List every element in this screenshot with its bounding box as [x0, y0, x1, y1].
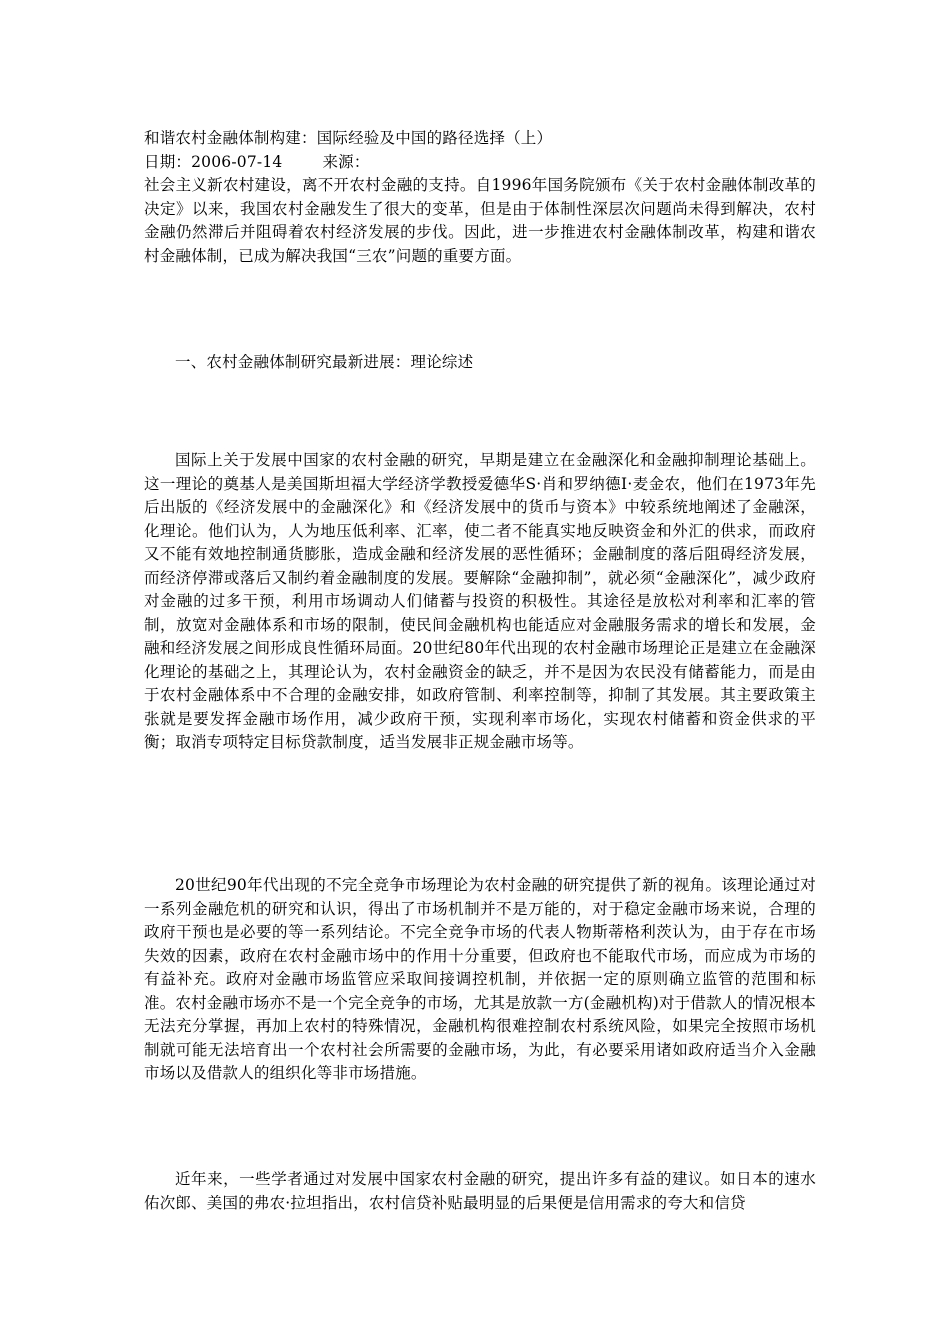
intro-paragraph: 社会主义新农村建设，离不开农村金融的支持。自1996年国务院颁布《关于农村金融体制改革的决定》以来，我国农村金融发生了很大的变革，但是由于体制性深层次问题尚未得到解决，农村金融仍然滞后并阻碍着农村经济发展的步伐。因此，进一步推进农村金融体制改革，构建和谐农村金融体制，已成为解决我国“三农”问题的重要方面。 [144, 176, 816, 265]
body-paragraph-1: 国际上关于发展中国家的农村金融的研究，早期是建立在金融深化和金融抑制理论基础上。这一理论的奠基人是美国斯坦福大学经济学教授爱德华S·肖和罗纳德I·麦金农，他们在1973年先后出版的《经济发展中的金融深化》和《经济发展中的货币与资本》中较系统地阐述了金融深，化理论。他们认为，人为地压低利率、汇率，使二者不能真实地反映资金和外汇的供求，而政府又不能有效地控制通货膨胀，造成金融和经济发展的恶性循环；金融制度的落后阻碍经济发展，而经济停滞或落后又制约着金融制度的发展。要解除“金融抑制”，就必须“金融深化”，减少政府对金融的过多干预，利用市场调动人们储蓄与投资的积极性。其途径是放松对利率和汇率的管制，放宽对金融体系和市场的限制，使民间金融机构也能适应对金融服务需求的增长和发展，金融和经济发展之间形成良性循环局面。20世纪80年代出现的农村金融市场理论正是建立在金融深化理论的基础之上，其理论认为，农村金融资金的缺乏，并不是因为农民没有储蓄能力，而是由于农村金融体系中不合理的金融安排，如政府管制、利率控制等，抑制了其发展。其主要政策主张就是要发挥金融市场作用，减少政府干预，实现利率市场化，实现农村储蓄和资金供求的平衡；取消专项特定目标贷款制度，适当发展非正规金融市场等。 [144, 451, 816, 751]
document-title: 和谐农村金融体制构建：国际经验及中国的路径选择（上） [144, 129, 553, 147]
source-label: 来源： [322, 153, 370, 171]
body-paragraph-3: 近年来，一些学者通过对发展中国家农村金融的研究，提出许多有益的建议。如日本的速水佑次郎、美国的弗农·拉坦指出，农村信贷补贴最明显的后果便是信用需求的夸大和信贷 [144, 1170, 816, 1212]
document-meta [144, 151, 816, 175]
date-value: 2006-07-14 [191, 153, 283, 171]
section-heading: 一、农村金融体制研究最新进展：理论综述 [175, 353, 474, 371]
body-paragraph-2: 20世纪90年代出现的不完全竞争市场理论为农村金融的研究提供了新的视角。该理论通过对一系列金融危机的研究和认识，得出了市场机制并不是万能的，对于稳定金融市场来说，合理的政府干预也是必要的等一系列结论。不完全竞争市场的代表人物斯蒂格利茨认为，由于存在市场失效的因素，政府在农村金融市场中的作用十分重要，但政府也不能取代市场，而应成为市场的有益补充。政府对金融市场监管应采取间接调控机制，并依据一定的原则确立监管的范围和标准。农村金融市场亦不是一个完全竞争的市场，尤其是放款一方(金融机构)对于借款人的情况根本无法充分掌握，再加上农村的特殊情况，金融机构很难控制农村系统风险，如果完全按照市场机制就可能无法培育出一个农村社会所需要的金融市场，为此，有必要采用诸如政府适当介入金融市场以及借款人的组织化等非市场措施。 [144, 876, 816, 1082]
date-label: 日期： [144, 153, 192, 171]
